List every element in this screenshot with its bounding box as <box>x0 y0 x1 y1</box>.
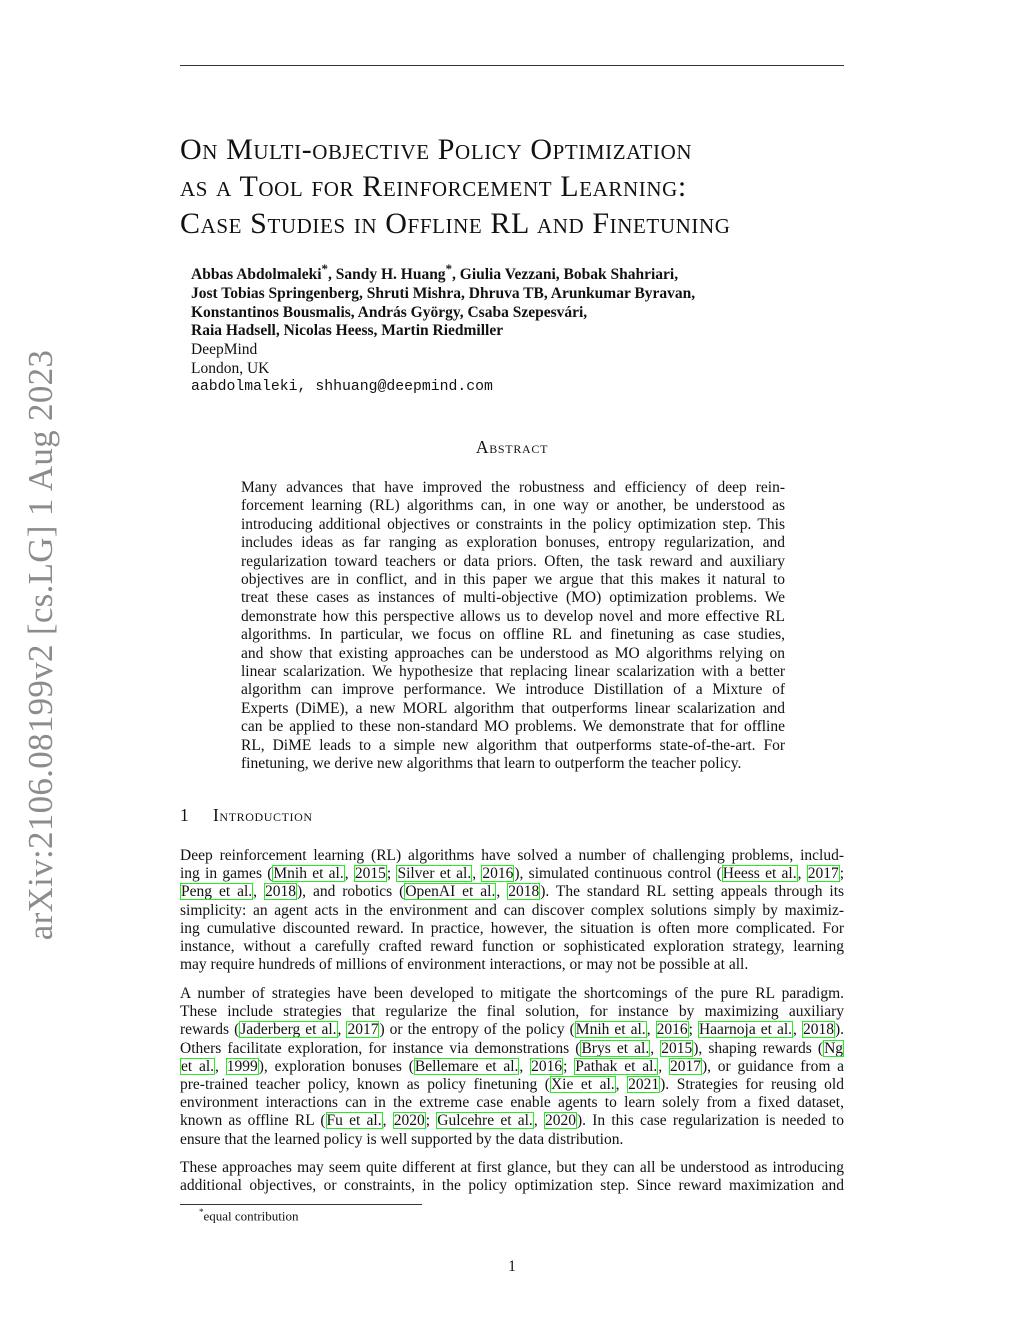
citation-link[interactable]: 2021 <box>628 1076 660 1094</box>
citation-link[interactable]: 2016 <box>656 1021 688 1039</box>
citation-link[interactable]: 1999 <box>226 1057 258 1075</box>
citation-link[interactable]: 2020 <box>544 1112 576 1130</box>
equal-contribution-mark: * <box>321 261 328 276</box>
affiliation: DeepMind <box>191 340 258 358</box>
text-line: ing in games (Mnih et al., 2015; Silver et al., 2016), simulated continuous control (Heess et al., 2017; <box>180 865 845 883</box>
author-names: , Giulia Vezzani, Bobak Shahriari, <box>452 266 679 284</box>
citation-link[interactable]: 2017 <box>347 1021 379 1039</box>
text-line: A number of strategies have been developed to mitigate the shortcomings of the pure RL paradigm. <box>180 985 844 1002</box>
abstract-line: algorithm can improve performance. We introduce Distillation of a Mixture of <box>241 681 785 699</box>
section-number: 1 <box>180 805 190 825</box>
citation-link[interactable]: Gulcehre et al. <box>437 1112 533 1130</box>
text-line: Deep reinforcement learning (RL) algorithms have solved a number of challenging problems, includ- <box>180 847 844 864</box>
footnote-rule <box>180 1204 422 1205</box>
abstract-line: treat these cases as instances of multi-objective (MO) optimization problems. We <box>241 589 785 607</box>
abstract-body <box>241 479 785 774</box>
citation-link[interactable]: Mnih et al. <box>575 1021 646 1039</box>
section-heading <box>180 805 313 826</box>
abstract-line: regularization toward teachers or data priors. Often, the task reward and auxiliary <box>241 552 785 570</box>
citation-link[interactable]: 2016 <box>482 865 514 883</box>
author-line: Konstantinos Bousmalis, András György, Csaba Szepesvári, <box>191 303 588 321</box>
citation-link[interactable]: OpenAI et al. <box>405 883 496 901</box>
citation-link[interactable]: 2017 <box>669 1057 701 1075</box>
paragraph <box>180 1159 844 1195</box>
citation-link[interactable]: Bellemare et al. <box>414 1057 519 1075</box>
abstract-line: demonstrate how this perspective allows us to develop novel and more effective RL <box>241 607 785 625</box>
title-line: Case Studies in Offline RL and Finetuning <box>180 207 731 240</box>
arxiv-identifier-text: arXiv:2106.08199v2 [cs.LG] 1 Aug 2023 <box>21 349 60 941</box>
abstract-line: linear scalarization. We hypothesize that replacing linear scalarization with a better <box>241 663 785 681</box>
abstract-line: RL, DiME leads to a simple new algorithm that outperforms state-of-the-art. For <box>241 736 785 754</box>
footnote <box>199 1207 298 1224</box>
title-line: On Multi-objective Policy Optimization <box>180 133 693 166</box>
abstract-line: forcement learning (RL) algorithms can, in one way or another, be understood as <box>241 497 785 515</box>
text-line: additional objectives, or constraints, in the policy optimization step. Since reward maximization and <box>180 1177 844 1195</box>
citation-link[interactable]: 2018 <box>802 1021 834 1039</box>
text-line: et al., 1999), exploration bonuses (Bellemare et al., 2016; Pathak et al., 2017), or guidance from a <box>181 1057 845 1075</box>
text-line: Others facilitate exploration, for instance via demonstrations (Brys et al., 2015), shaping rewards (Ng <box>180 1039 844 1057</box>
text-line: instance, without a carefully crafted reward function or sophisticated exploration strategy, learning <box>180 938 844 956</box>
author-line <box>191 260 695 285</box>
citation-link[interactable]: 2015 <box>354 865 386 883</box>
citation-link[interactable]: Ng <box>824 1039 844 1057</box>
citation-link[interactable]: 2018 <box>508 883 540 901</box>
abstract-heading: Abstract <box>475 437 549 457</box>
citation-link[interactable]: 2016 <box>531 1057 563 1075</box>
paper-title <box>180 131 880 242</box>
abstract-line: introducing additional objectives or constraints in the policy optimization step. This <box>241 515 785 533</box>
citation-link[interactable]: Haarnoja et al. <box>698 1021 793 1039</box>
paragraph <box>180 985 844 1149</box>
text-line: These include strategies that regularize the final solution, for instance by maximizing auxiliary <box>180 1003 844 1021</box>
author-name: , Sandy H. Huang <box>327 266 446 284</box>
abstract-line: finetuning, we derive new algorithms that learn to outperform the teacher policy. <box>241 755 742 773</box>
text-line: These approaches may seem quite different at first glance, but they can all be understood as introducing <box>180 1159 844 1176</box>
location: London, UK <box>191 359 270 377</box>
citation-link[interactable]: 2018 <box>264 883 296 901</box>
abstract-line: can be applied to these non-standard MO problems. We demonstrate that for offline <box>241 718 785 736</box>
citation-link[interactable]: Heess et al. <box>722 865 797 883</box>
paragraph <box>180 847 844 974</box>
text-line: environment interactions can in the extreme case enable agents to learn solely from a fixed dataset, <box>180 1094 844 1112</box>
equal-contribution-mark: * <box>445 261 453 276</box>
footnote-text: equal contribution <box>203 1208 299 1224</box>
author-line: Jost Tobias Springenberg, Shruti Mishra, Dhruva TB, Arunkumar Byravan, <box>191 284 696 302</box>
title-line: as a Tool for Reinforcement Learning: <box>180 170 687 203</box>
abstract-line: and show that existing approaches can be understood as MO algorithms relying on <box>241 644 785 662</box>
citation-link[interactable]: Silver et al. <box>397 865 472 883</box>
abstract-line: algorithms. In particular, we focus on offline RL and finetuning as case studies, <box>241 626 785 644</box>
contact-email: aabdolmaleki, shhuang@deepmind.com <box>191 379 493 396</box>
citation-link[interactable]: 2017 <box>807 865 839 883</box>
text-line: may require hundreds of millions of environment interactions, or may not be possible at all. <box>180 956 749 974</box>
citation-link[interactable]: Xie et al. <box>550 1076 615 1094</box>
text-line: simplicity: an agent acts in the environment and can discover complex solutions simply by maximiz- <box>180 901 844 919</box>
footnote-mark: * <box>199 1207 204 1217</box>
citation-link[interactable]: Pathak et al. <box>575 1057 658 1075</box>
author-block <box>191 260 695 397</box>
citation-link[interactable]: Brys et al. <box>581 1039 650 1057</box>
section-title: Introduction <box>213 805 313 825</box>
citation-link[interactable]: Fu et al. <box>326 1112 382 1130</box>
text-line: rewards (Jaderberg et al., 2017) or the entropy of the policy (Mnih et al., 2016; Haarnoja et al., 2018). <box>180 1021 844 1039</box>
citation-link[interactable]: 2015 <box>661 1039 693 1057</box>
text-line: pre-trained teacher policy, known as policy finetuning (Xie et al., 2021). Strategies for reusing old <box>180 1076 844 1094</box>
citation-link[interactable]: Peng et al. <box>181 883 253 901</box>
text-line: known as offline RL (Fu et al., 2020; Gulcehre et al., 2020). In this case regularization is needed to <box>180 1112 844 1130</box>
abstract-line: Experts (DiME), a new MORL algorithm that outperforms linear scalarization and <box>241 699 785 717</box>
text-line: ing cumulative discounted reward. In practice, however, the situation is often more complicated. For <box>180 919 844 937</box>
citation-link[interactable]: 2020 <box>393 1112 425 1130</box>
citation-link[interactable]: Mnih et al. <box>273 865 344 883</box>
citation-link[interactable]: Jaderberg et al. <box>240 1021 337 1039</box>
abstract-line: includes ideas as far ranging as exploration bonuses, entropy regularization, and <box>241 534 785 552</box>
text-line: ensure that the learned policy is well supported by the data distribution. <box>180 1130 624 1148</box>
page-number: 1 <box>508 1258 516 1275</box>
abstract-line: objectives are in conflict, and in this paper we argue that this makes it natural to <box>241 571 785 589</box>
author-name: Abbas Abdolmaleki <box>191 266 322 284</box>
author-line: Raia Hadsell, Nicolas Heess, Martin Riedmiller <box>191 322 504 340</box>
header-rule <box>180 65 844 66</box>
citation-link[interactable]: et al. <box>181 1057 215 1075</box>
abstract-line: Many advances that have improved the robustness and efficiency of deep rein- <box>241 479 785 496</box>
text-line: Peng et al., 2018), and robotics (OpenAI et al., 2018). The standard RL setting appeals through its <box>181 883 845 901</box>
